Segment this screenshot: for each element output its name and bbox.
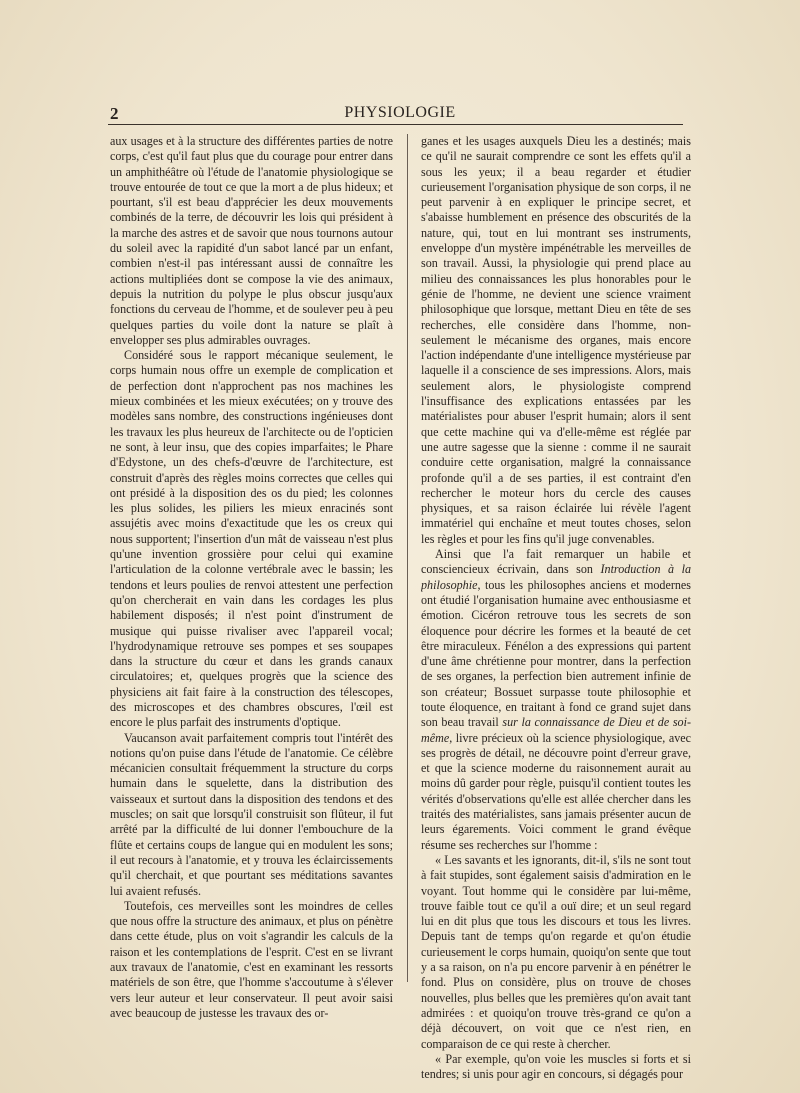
- paragraph: aux usages et à la structure des différentes parties de notre corps, c'est qu'il faut plus que du courage pour entrer dans un amphithéâtre où l'étude de l'anatomie physiologique se trouve entourée de tout ce que la mort a de plus hideux; et pourtant, s'il est beau d'apprécier les deux mouvements combinés de la terre, de découvrir les lois qui président à la marche des astres et de savoir que nous tournons autour du soleil avec la rapidité d'un sabot lancé par un enfant, combien n'est-il pas intéressant aussi de connaître les actions multipliées dont se compose la vie des animaux, depuis la nutrition du polype le plus obscur jusqu'aux fonctions du cerveau de l'homme, et de soulever peu à peu quelques parties du voile dont la nature se plaît à envelopper ses plus admirables ouvrages.: [110, 134, 393, 347]
- text-run: Ainsi que l'a fait remarquer un habile et consciencieux écrivain, dans son: [421, 547, 691, 577]
- paragraph: Vaucanson avait parfaitement compris tout l'intérêt des notions qu'on puise dans l'étude de l'anatomie. Ce célèbre mécanicien consultait fréquemment la structure du corps humain dans le squelette, dans la distribution des vaisseaux et surtout dans la disposition des tendons et des muscles; on sait que lorsqu'il construisit son flûteur, il fut arrêté par la difficulté de lui donner l'embouchure de la flûte et certains coups de langue qui en modulent les sons; il eut recours à l'anatomie, et y trouva les éclaircissements qu'il cherchait, et que pourtant ses méditations savantes lui avaient refusés.: [110, 730, 393, 898]
- text-run: , livre précieux où la science physiologique, avec ses progrès de détail, ne découvre point d'erreur grave, et que la science moderne du raisonnement aurait au moins dû garder pour règle, puisqu'il contient toutes les vérités d'observations qu'elle est allée chercher dans les traités des matérialistes, sans jamais présenter aucun de leurs égarements. Voici comment le grand évêque résume ses recherches sur l'homme :: [421, 730, 691, 852]
- right-column: [421, 134, 691, 1089]
- quote-paragraph: « Les savants et les ignorants, dit-il, s'ils ne sont tout à fait stupides, sont également saisis d'admiration en le voyant. Tout homme qui le considère par lui-même, trouve faible tout ce qu'il a ouï dire; et un seul regard lui en dit plus que tous les discours et tous les livres. Depuis tant de temps qu'on regarde et qu'on étudie curieusement le corps humain, quoiqu'on sente que tout y a sa raison, on n'a pu encore parvenir à en pénétrer le fond. Plus on considère, plus on trouve de choses nouvelles, plus belles que les premières qu'on avait tant admirées : et quoiqu'on trouve très-grand ce qu'on a déjà découvert, on voit que ce n'est rien, en comparaison de ce qui reste à chercher.: [421, 852, 691, 1051]
- header-rule: [108, 124, 683, 125]
- paragraph: ganes et les usages auxquels Dieu les a destinés; mais ce qu'il ne saurait comprendre ce sont les effets qu'il a sous les yeux; il a beau regarder et étudier curieusement l'organisation physique de son corps, il ne peut parvenir à en expliquer le principe secret, et s'abaisse humblement en présence des obscurités de la nature, qui, tout en lui montrant ses instruments, enveloppe d'un mystère impénétrable les merveilles de son travail. Aussi, la physiologie qui prend place au milieu des connaissances les plus honorables pour le génie de l'homme, ne devient une science vraiment philosophique que lorsque, mettant Dieu en tête de ses recherches, elle considère dans l'homme, non-seulement le mécanisme des organes, mais encore l'action indépendante d'une intelligence mystérieuse par laquelle il a conscience de ses impressions. Alors, mais seulement alors, le physiologiste comprend l'insuffisance des explications entassées par les matérialistes pour abuser l'esprit humain; alors il sent que cette machine qui va d'elle-même est réglée par une autre sagesse que la sienne : comme il ne saurait conduire cette organisation, malgré la connaissance profonde qu'il a de ses parties, il est contraint d'en rechercher le moteur hors du cercle des causes physiques, et sa raison éclairée lui révèle l'agent immatériel qui enchaîne et meut toutes choses, selon les règles et pour les fins qu'il juge convenables.: [421, 134, 691, 546]
- page-number: 2: [110, 104, 119, 123]
- running-title: PHYSIOLOGIE: [344, 104, 456, 121]
- column-divider: [407, 134, 408, 982]
- paragraph: Toutefois, ces merveilles sont les moindres de celles que nous offre la structure des animaux, et plus on pénètre dans cette étude, plus on voit s'agrandir les calculs de la raison et les contemplations de l'esprit. C'est en se livrant aux travaux de l'anatomie, c'est en examinant les ressorts matériels de son être, que l'homme s'accoutume à s'élever vers leur auteur et leur conservateur. Il peut avoir saisi avec beaucoup de justesse les travaux des or-: [110, 898, 393, 1020]
- paragraph: Considéré sous le rapport mécanique seulement, le corps humain nous offre un exemple de complication et de perfection dont n'approchent pas nos machines les mieux combinées et les mieux exécutées; on y trouve des modèles sans nombre, des constructions ingénieuses dont les travaux les plus heureux de l'architecte ou de l'opticien ne sont, à leur insu, que des copies imparfaites; le Phare d'Edystone, un des chefs-d'œuvre de l'architecture, est construit d'après des règles moins correctes que celles qui ont présidé à la disposition des os du pied; les colonnes les plus solides, les piliers les mieux enracinés sont assujétis avec moins d'exactitude que les os creux qui nous supportent; l'insertion d'un mât de vaisseau n'est plus qu'une invention grossière pour celui qui examine l'articulation de la colonne vertébrale avec le bassin; les tendons et leurs poulies de renvoi attestent une perfection qu'on chercherait en vain dans les cordages les plus habilement disposés; il n'est point d'instrument de musique qui puisse rivaliser avec l'appareil vocal; l'hydrodynamique retrouve ses pompes et ses soupapes dans la structure du cœur et dans les grands canaux circulatoires; et, quelques progrès que la science des physiciens ait fait faire à la construction des télescopes, des microscopes et des chambres obscures, l'œil est encore le plus parfait des instruments d'optique.: [110, 348, 393, 730]
- paragraph: [421, 547, 691, 853]
- book-title: sur la connaissance de Dieu et de soi-même: [421, 715, 691, 745]
- text-run: , tous les philosophes anciens et modernes ont étudié l'organisation humaine avec enthousiasme et émotion. Cicéron retrouve tous les secrets de son éloquence pour décrire les formes et la beauté de cet être miraculeux. Fénélon a des expressions qui partent d'une âme chrétienne pour montrer, dans la perfection de ses organes, la perfection bien autrement infinie de son créateur; Bossuet surpasse toute philosophie et toute éloquence, en traitant à fond ce grand sujet dans son beau travail: [421, 577, 691, 730]
- book-title: Introduction à la philosophie: [421, 562, 691, 592]
- left-column: [110, 134, 393, 1089]
- quote-paragraph: « Par exemple, qu'on voie les muscles si forts et si tendres; si unis pour agir en concours, si dégagés pour: [421, 1051, 691, 1082]
